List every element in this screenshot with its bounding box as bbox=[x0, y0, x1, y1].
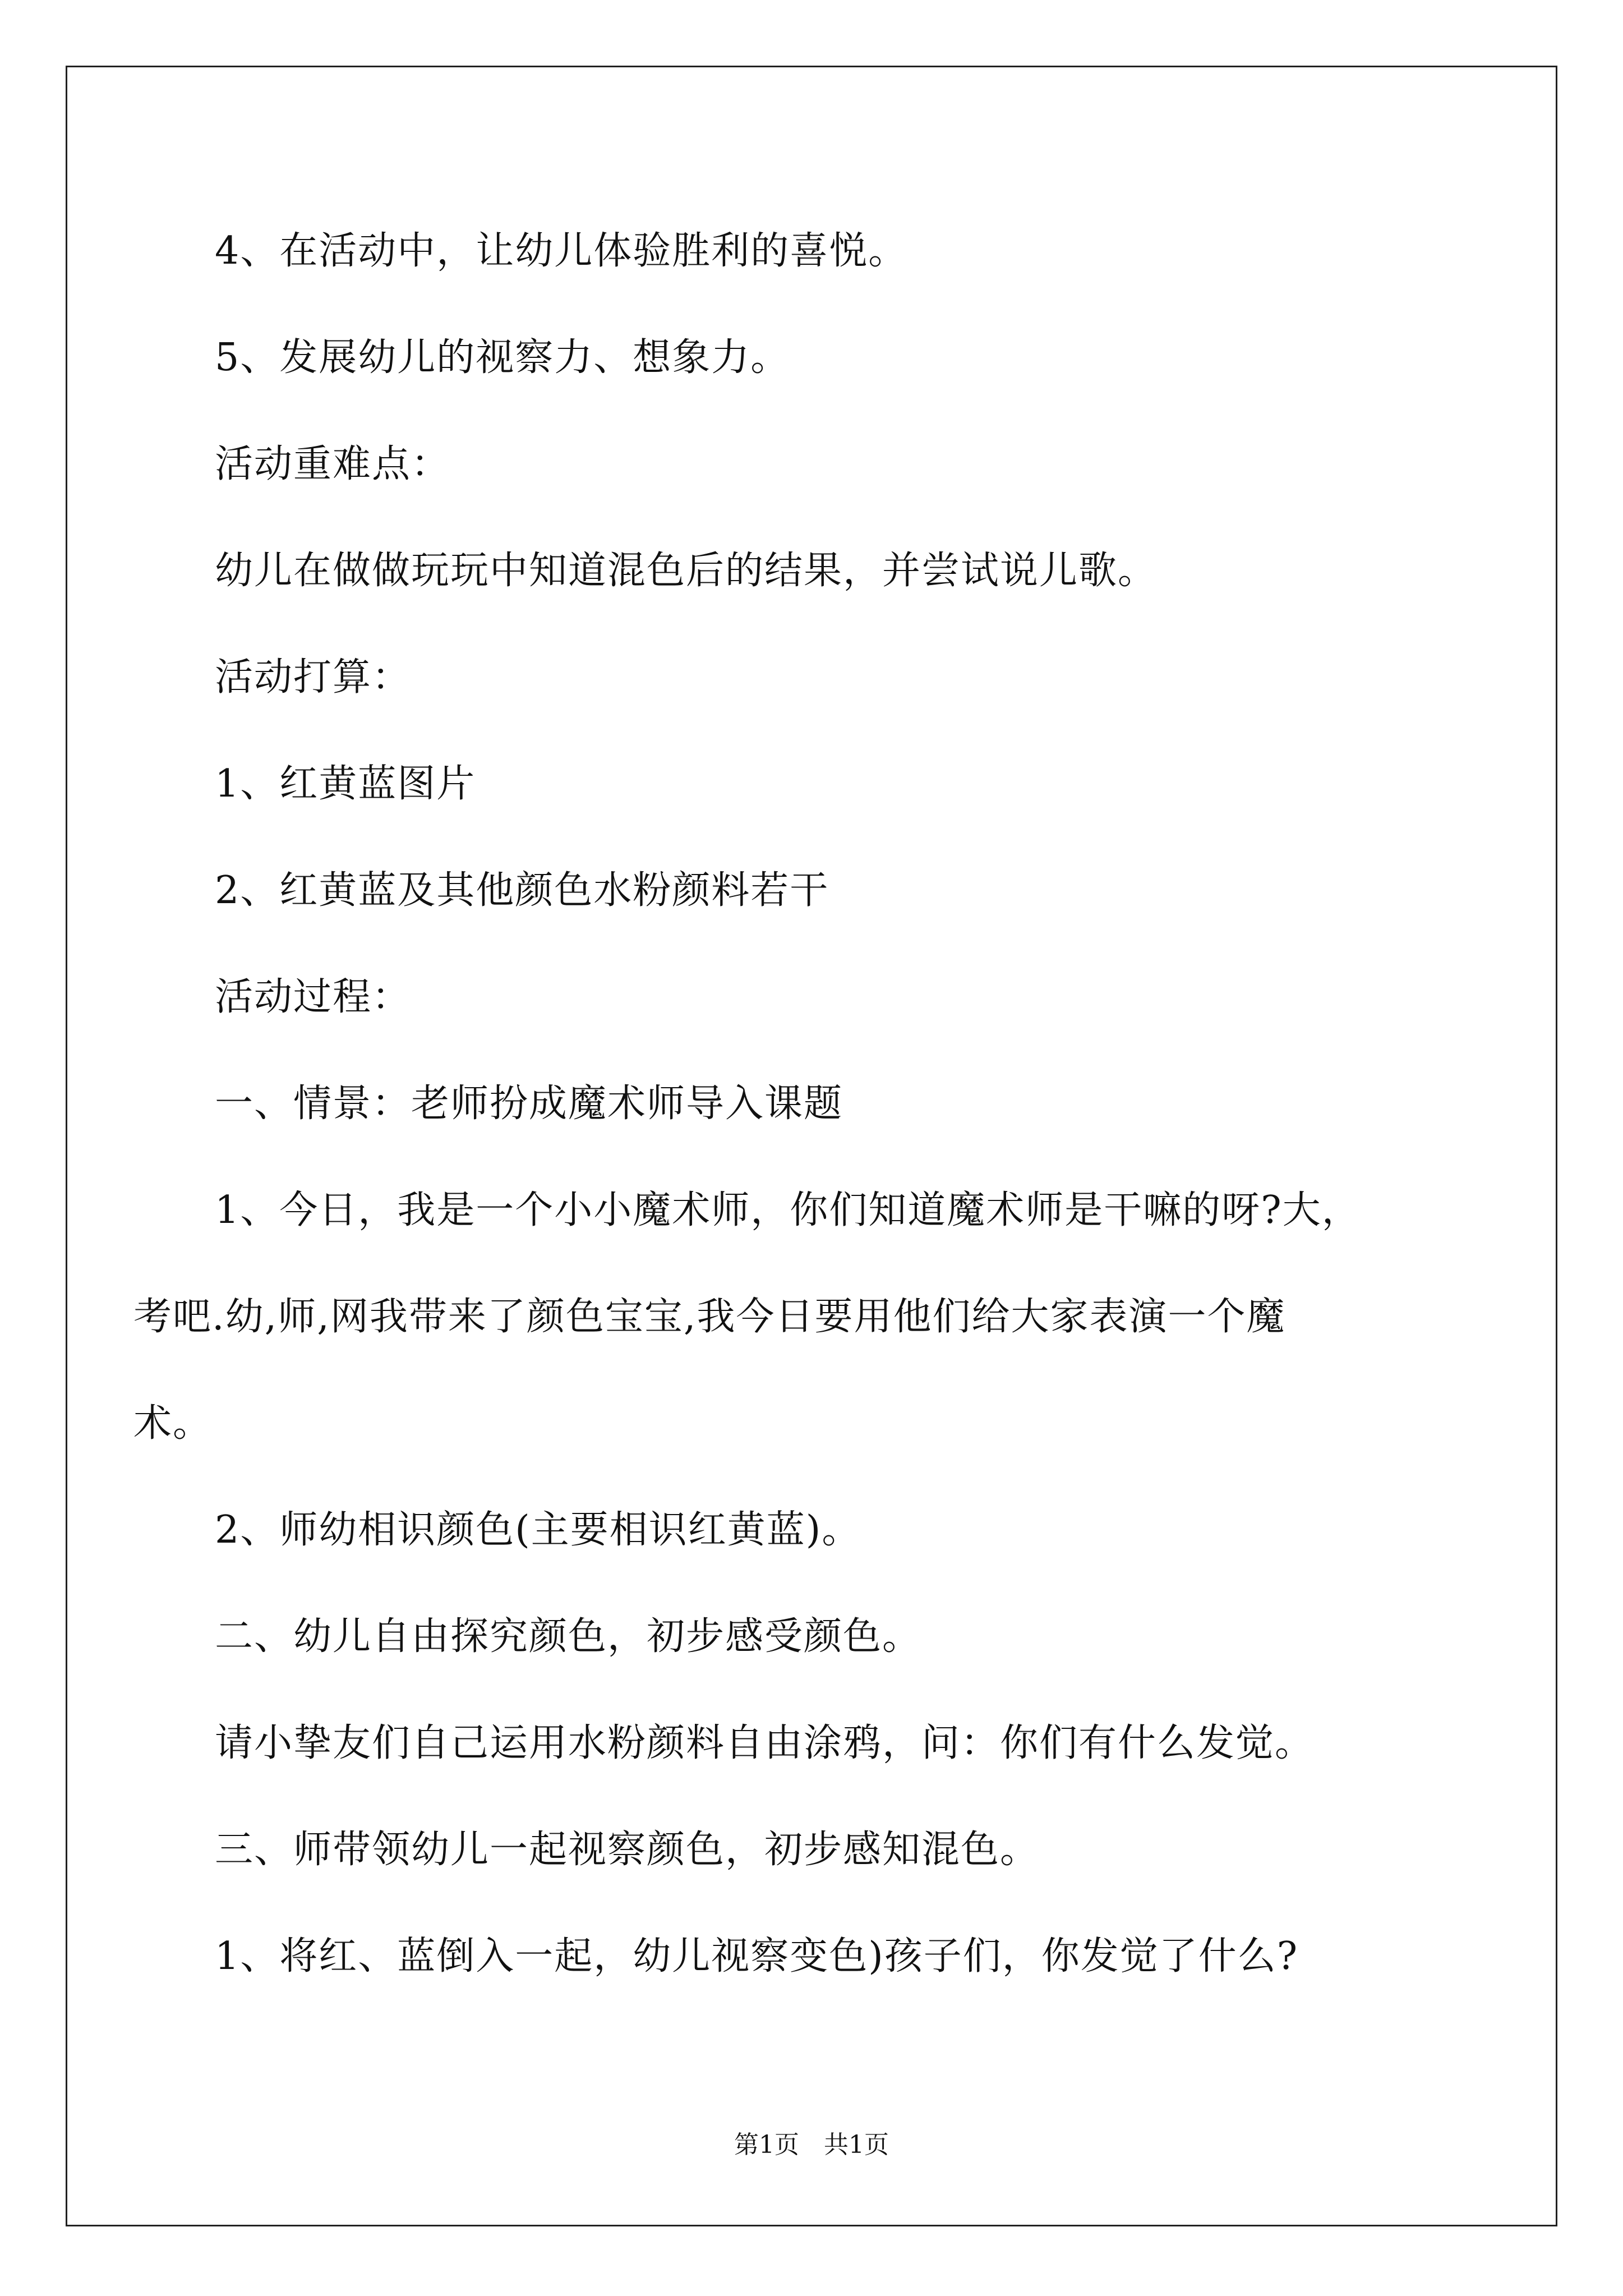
text-line-4: 幼儿在做做玩玩中知道混色后的结果，并尝试说儿歌。 bbox=[215, 549, 1158, 593]
text-line-1: 4、在活动中，让幼儿体验胜利的喜悦。 bbox=[215, 229, 908, 273]
text-line-3: 活动重难点： bbox=[215, 442, 451, 486]
text-line-8: 活动过程： bbox=[215, 975, 412, 1019]
text-line-11: 考吧.幼,师,网我带来了颜色宝宝,我今日要用他们给大家表演一个魔 bbox=[133, 1295, 1286, 1339]
text-line-17: 1、将红、蓝倒入一起，幼儿视察变色)孩子们，你发觉了什么? bbox=[215, 1934, 1299, 1978]
text-line-6: 1、红黄蓝图片 bbox=[215, 762, 476, 806]
page-border bbox=[66, 66, 1557, 2226]
page-number-footer: 第1页 共1页 bbox=[734, 2131, 889, 2159]
text-line-15: 请小挚友们自己运用水粉颜料自由涂鸦，问：你们有什么发觉。 bbox=[215, 1721, 1315, 1765]
text-line-7: 2、红黄蓝及其他颜色水粉颜料若干 bbox=[215, 868, 829, 913]
text-line-13: 2、师幼相识颜色(主要相识红黄蓝)。 bbox=[215, 1508, 861, 1552]
text-line-12: 术。 bbox=[133, 1401, 213, 1446]
text-line-14: 二、幼儿自由探究颜色，初步感受颜色。 bbox=[215, 1614, 922, 1659]
text-line-2: 5、发展幼儿的视察力、想象力。 bbox=[215, 335, 790, 380]
text-line-5: 活动打算： bbox=[215, 655, 412, 700]
text-line-9: 一、情景：老师扮成魔术师导入课题 bbox=[215, 1082, 843, 1126]
text-line-16: 三、师带领幼儿一起视察颜色，初步感知混色。 bbox=[215, 1828, 1040, 1872]
text-line-10: 1、今日，我是一个小小魔术师，你们知道魔术师是干嘛的呀?大， bbox=[215, 1188, 1361, 1232]
